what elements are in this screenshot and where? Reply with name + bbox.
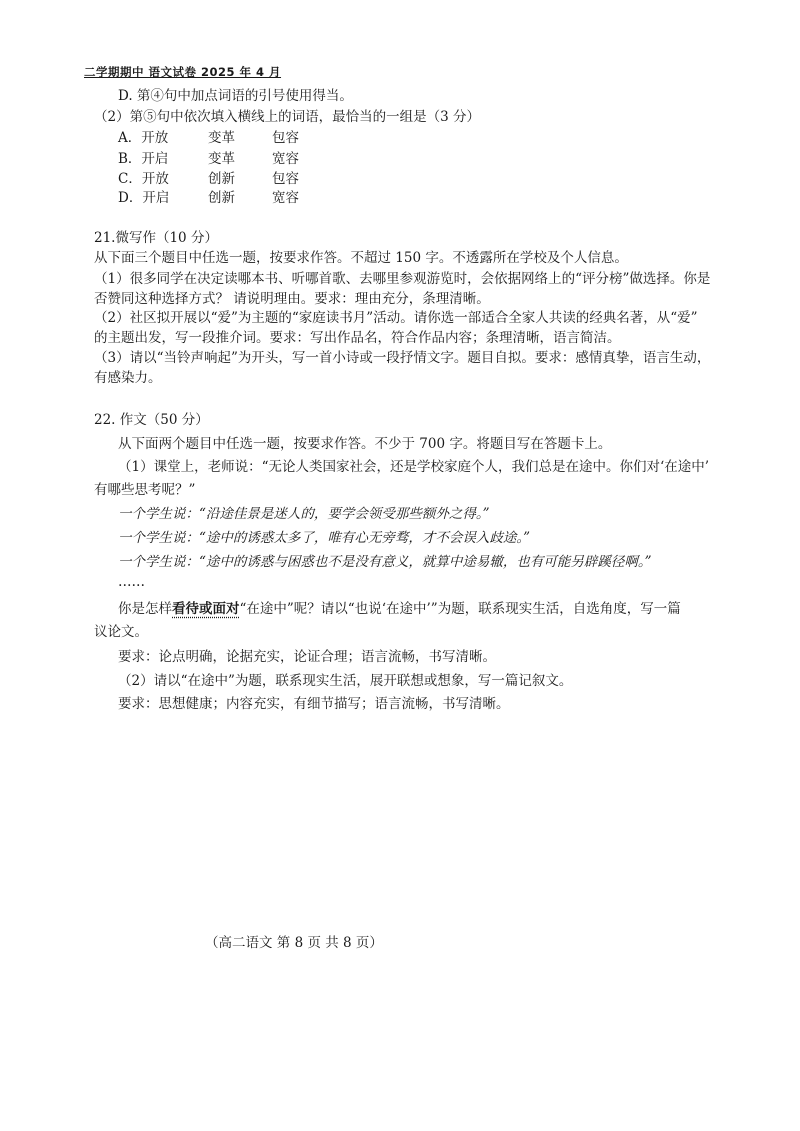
option-label: B．开启 bbox=[118, 151, 169, 167]
q20-option-d bbox=[118, 189, 299, 207]
q21-topic1-line1: （1）很多同学在决定读哪本书、听哪首歌、去哪里参观游览时，会依据网络上的“评分榜”做选择。你是 bbox=[94, 271, 711, 287]
q20-sub2-prompt: （2）第⑤句中依次填入横线上的词语，最恰当的一组是（3 分） bbox=[94, 109, 480, 125]
q22-topic1-line2: 有哪些思考呢？” bbox=[94, 482, 196, 498]
q20-option-d-prev: D. 第④句中加点词语的引号使用得当。 bbox=[118, 88, 353, 104]
option-word-2: 创新 bbox=[208, 190, 235, 206]
option-label: D．开启 bbox=[118, 190, 170, 206]
q22-requirement-2: 要求：思想健康；内容充实，有细节描写；语言流畅，书写清晰。 bbox=[118, 696, 510, 712]
q20-option-a bbox=[118, 129, 299, 147]
q21-topic3-line1: （3）请以“当铃声响起”为开头，写一首小诗或一段抒情文字。题目自拟。要求：感情真挚，语言生动， bbox=[94, 350, 711, 366]
option-word-2: 创新 bbox=[208, 171, 235, 187]
option-word-2: 变革 bbox=[208, 130, 235, 146]
q22-question-line1 bbox=[118, 600, 681, 618]
q22-topic1-line1: （1）课堂上，老师说：“无论人类国家社会，还是学校家庭个人，我们总是在途中。你们对‘在途中’ bbox=[118, 459, 710, 475]
q22-ellipsis: …… bbox=[118, 574, 145, 590]
q22-question-pre: 你是怎样 bbox=[118, 601, 172, 617]
q22-question-post: “在途中”呢？请以“也说‘在途中’”为题，联系现实生活，自选角度，写一篇 bbox=[239, 601, 681, 617]
q21-topic2-line2: 的主题出发，写一段推介词。要求：写出作品名，符合作品内容；条理清晰，语言简洁。 bbox=[94, 330, 621, 346]
q22-student-quote-1: 一个学生说：“沿途佳景是迷人的，要学会领受那些额外之得。” bbox=[118, 506, 490, 522]
option-word-3: 宽容 bbox=[272, 190, 299, 206]
option-word-3: 包容 bbox=[272, 171, 299, 187]
q21-title: 21.微写作（10 分） bbox=[94, 230, 218, 246]
q21-topic3-line2: 有感染力。 bbox=[94, 370, 162, 386]
q22-student-quote-2: 一个学生说：“途中的诱惑太多了，唯有心无旁骛，才不会误入歧途。” bbox=[118, 530, 531, 546]
q22-title: 22. 作文（50 分） bbox=[94, 412, 209, 428]
q22-requirement-1: 要求：论点明确，论据充实，论证合理；语言流畅，书写清晰。 bbox=[118, 649, 496, 665]
page-header: 二学期期中 语文试卷 2025 年 4 月 bbox=[84, 65, 282, 79]
option-word-3: 宽容 bbox=[272, 151, 299, 167]
q20-option-b bbox=[118, 150, 299, 168]
q22-question-line2: 议论文。 bbox=[94, 624, 148, 640]
page-footer: （高二语文 第 8 页 共 8 页） bbox=[205, 935, 383, 951]
q22-question-emphasis: 看待或面对 bbox=[172, 601, 240, 617]
q22-topic2: （2）请以“在途中”为题，联系现实生活，展开联想或想象，写一篇记叙文。 bbox=[118, 673, 573, 689]
q22-intro: 从下面两个题目中任选一题，按要求作答。不少于 700 字。将题目写在答题卡上。 bbox=[118, 436, 612, 452]
q20-option-c bbox=[118, 170, 299, 188]
q21-intro: 从下面三个题目中任选一题，按要求作答。不超过 150 字。不透露所在学校及个人信息。 bbox=[94, 250, 628, 266]
option-label: A．开放 bbox=[118, 130, 169, 146]
option-word-2: 变革 bbox=[208, 151, 235, 167]
q21-topic2-line1: （2）社区拟开展以“爱”为主题的“家庭读书月”活动。请你选一部适合全家人共读的经典名著，从“爱” bbox=[94, 310, 698, 326]
q22-student-quote-3: 一个学生说：“途中的诱惑与困惑也不是没有意义，就算中途易辙，也有可能另辟蹊径啊。” bbox=[118, 554, 652, 570]
q21-topic1-line2: 否赞同这种选择方式？ 请说明理由。要求：理由充分，条理清晰。 bbox=[94, 291, 490, 307]
option-word-3: 包容 bbox=[272, 130, 299, 146]
option-label: C．开放 bbox=[118, 171, 169, 187]
